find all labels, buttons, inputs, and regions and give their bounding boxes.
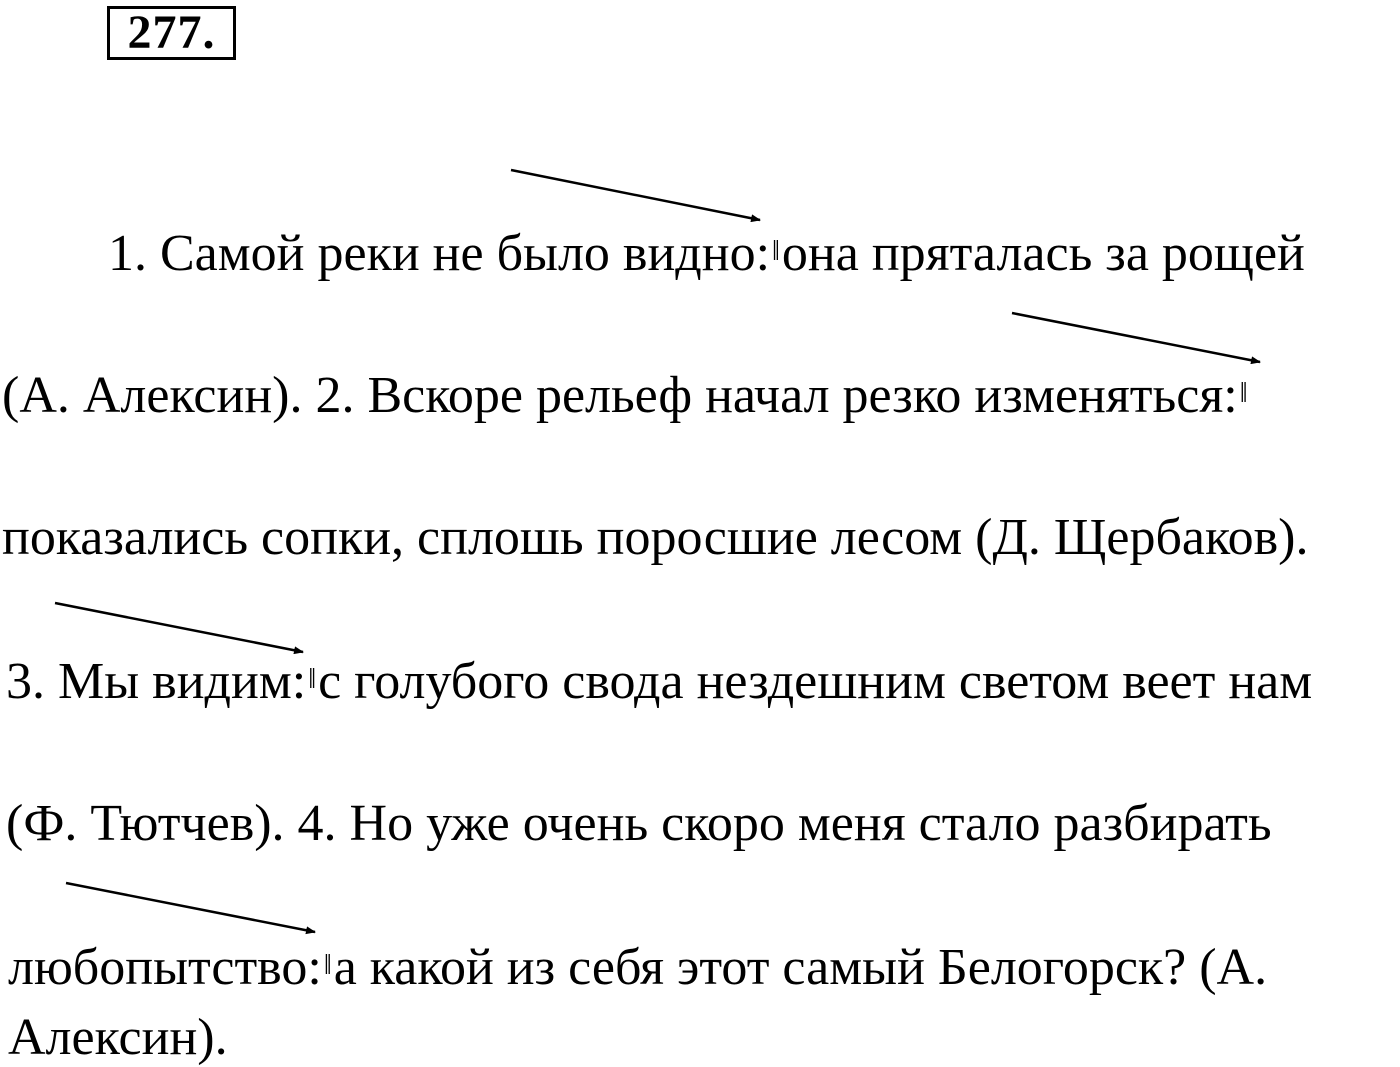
text-line-2 — [2, 364, 1250, 426]
text-line-5 — [6, 794, 1272, 854]
text-line-6 — [8, 936, 1267, 998]
separator-mark: ‖ — [1239, 378, 1248, 409]
text-fragment: любопытство: — [8, 939, 322, 996]
arrow-icon — [66, 883, 315, 932]
text-line-1 — [108, 222, 1305, 284]
text-fragment: (Ф. Тютчев). 4. Но уже очень скоро меня стало разбирать — [6, 795, 1272, 852]
arrow-icon — [511, 170, 760, 220]
separator-mark: ‖ — [323, 950, 332, 981]
text-line-4 — [6, 650, 1312, 712]
text-fragment: а какой из себя этот самый Белогорск? (А. — [333, 939, 1268, 996]
text-fragment: Алексин). — [8, 1009, 228, 1066]
text-fragment: она пряталась за рощей — [781, 225, 1305, 282]
text-fragment: (А. Алексин). 2. Вскоре рельеф начал резко изменяться: — [2, 367, 1238, 424]
exercise-number: 277. — [107, 6, 236, 60]
separator-mark: ‖ — [308, 664, 317, 695]
arrow-icon — [55, 603, 303, 652]
arrow-icon — [1012, 313, 1260, 362]
text-fragment: показались сопки, сплошь поросшие лесом (Д. Щербаков). — [2, 509, 1309, 566]
text-line-7 — [8, 1008, 228, 1067]
text-line-3 — [2, 508, 1308, 568]
separator-mark: ‖ — [772, 236, 780, 267]
text-fragment: 3. Мы видим: — [6, 653, 307, 710]
text-fragment: с голубого свода нездешним светом веет нам — [318, 653, 1313, 710]
text-fragment: 1. Самой реки не было видно: — [108, 225, 771, 282]
